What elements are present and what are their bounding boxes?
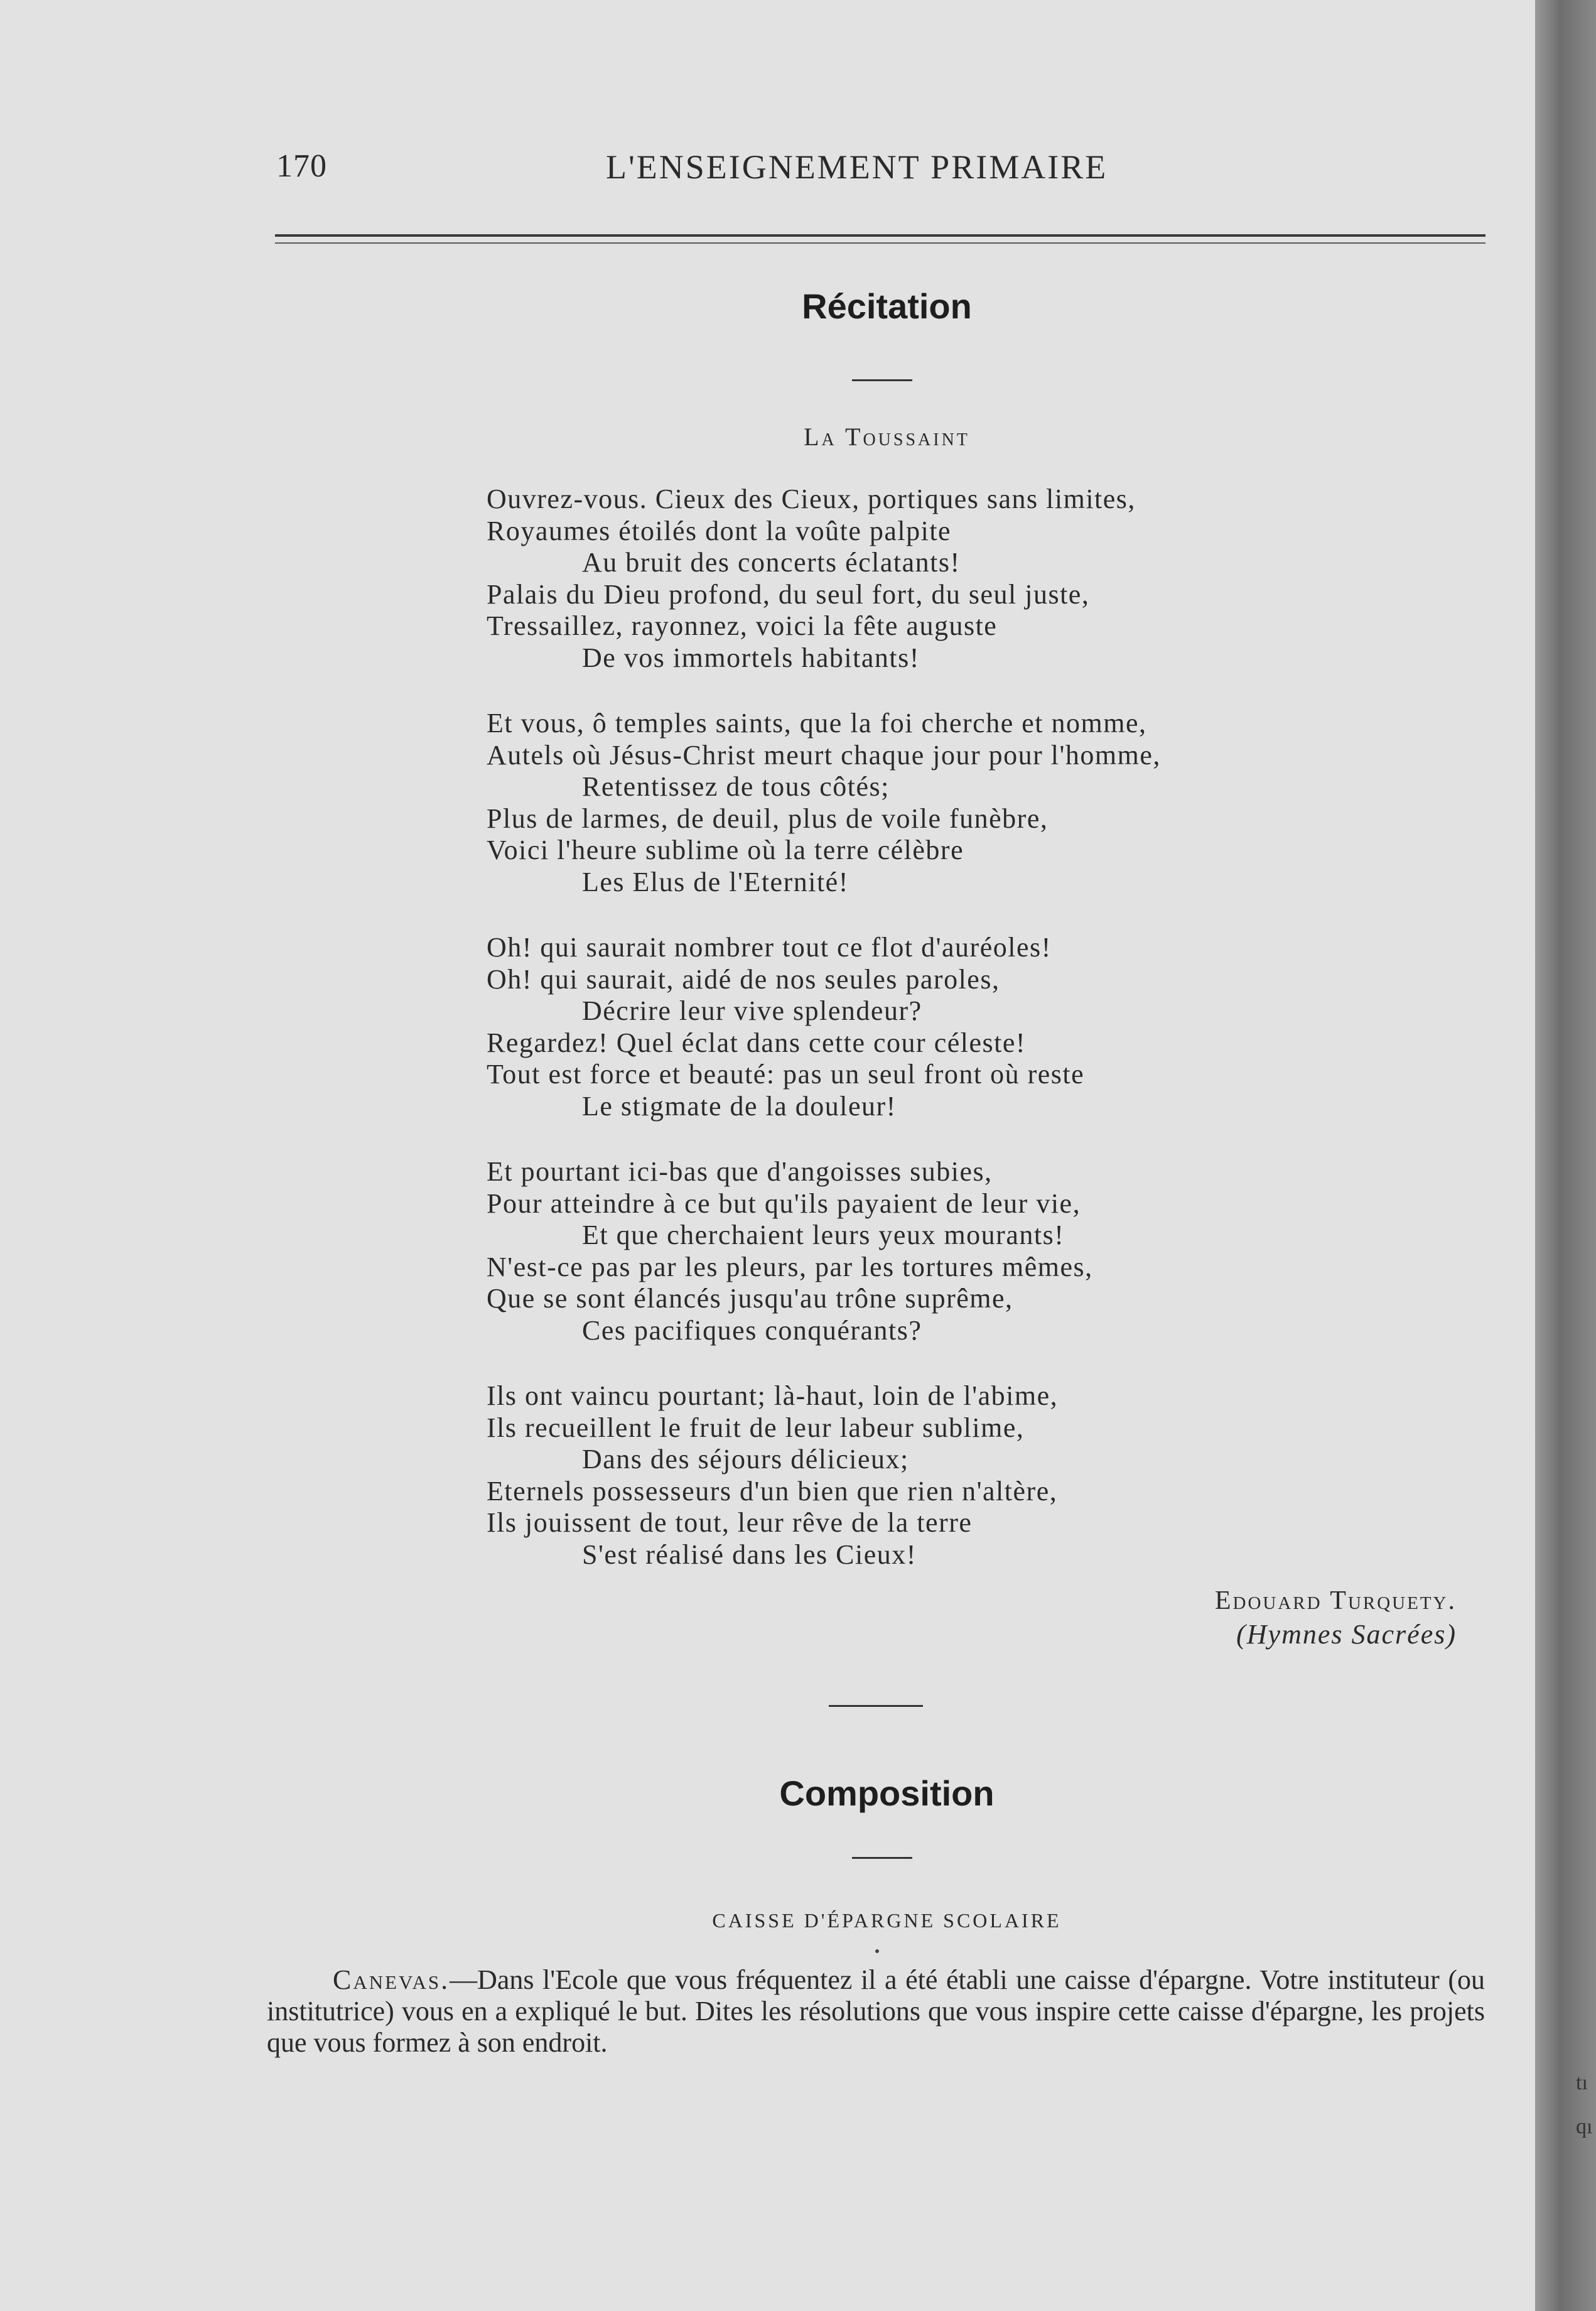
poem-stanza [487, 484, 1303, 674]
poem-verse: Décrire leur vive splendeur? [582, 995, 922, 1026]
poem-title: La Toussaint [804, 423, 970, 451]
poem-verse: Ils jouissent de tout, leur rêve de la terre [487, 1507, 973, 1538]
recitation-section-title: Récitation [802, 286, 972, 326]
poem-verse: Eternels possesseurs d'un bien que rien n'altère, [487, 1475, 1058, 1507]
composition-canevas [267, 1964, 1485, 2059]
poem-verse: Oh! qui saurait, aidé de nos seules paroles, [487, 963, 1000, 995]
poem-verse: Et pourtant ici-bas que d'angoisses subies, [487, 1156, 993, 1187]
poem-verse: Regardez! Quel éclat dans cette cour céleste! [487, 1027, 1027, 1058]
poem-verse: Le stigmate de la douleur! [582, 1090, 897, 1122]
section-divider [852, 1857, 912, 1859]
poem-stanza [487, 1156, 1303, 1346]
page-number: 170 [276, 148, 327, 184]
poem-verse: Autels où Jésus-Christ meurt chaque jour pour l'homme, [487, 739, 1161, 771]
poem-verse: Dans des séjours délicieux; [582, 1444, 909, 1475]
poem-verse: N'est-ce pas par les pleurs, par les tortures mêmes, [487, 1251, 1093, 1282]
canevas-label: Canevas. [333, 1964, 450, 1995]
poem-author: Edouard Turquety. [1214, 1586, 1457, 1615]
poem-verse: Oh! qui saurait nombrer tout ce flot d'auréoles! [487, 932, 1052, 963]
poem-verse: Ils recueillent le fruit de leur labeur sublime, [487, 1412, 1025, 1443]
page-header [276, 148, 1482, 192]
ornament-dot [875, 1949, 879, 1953]
section-divider [852, 379, 912, 381]
poem-verse: Que se sont élancés jusqu'au trône suprême, [487, 1283, 1013, 1314]
header-rule-thin [275, 242, 1485, 244]
poem-source: (Hymnes Sacrées) [1236, 1619, 1457, 1650]
poem-verse: De vos immortels habitants! [582, 642, 920, 673]
section-divider [829, 1705, 923, 1707]
poem-verse: Les Elus de l'Eternité! [582, 866, 849, 897]
poem-verse: S'est réalisé dans les Cieux! [582, 1539, 917, 1570]
poem-verse: Voici l'heure sublime où la terre célèbre [487, 835, 964, 865]
poem-stanza [487, 932, 1303, 1122]
poem-stanza [487, 1380, 1303, 1571]
poem-verse: Au bruit des concerts éclatants! [582, 547, 961, 578]
poem-verse: Pour atteindre à ce but qu'ils payaient de leur vie, [487, 1188, 1081, 1219]
poem-verse: Royaumes étoilés dont la voûte palpite [487, 515, 952, 546]
poem-verse: Tout est force et beauté: pas un seul front où reste [487, 1059, 1085, 1090]
poem-verse: Ces pacifiques conquérants? [582, 1314, 922, 1346]
poem [487, 484, 1303, 1605]
running-head: L'ENSEIGNEMENT PRIMAIRE [606, 148, 1108, 186]
adjacent-page-fragment: qı [1576, 2115, 1593, 2138]
poem-verse: Et que cherchaient leurs yeux mourants! [582, 1220, 1065, 1250]
composition-section-title: Composition [779, 1773, 995, 1813]
poem-verse: Ils ont vaincu pourtant; là-haut, loin de l'abime, [487, 1380, 1059, 1411]
poem-verse: Plus de larmes, de deuil, plus de voile funèbre, [487, 803, 1049, 834]
canevas-body: —Dans l'Ecole que vous fréquentez il a été établi une caisse d'épargne. Votre instituteur (ou institutrice) vous en a expliqué le but. Dites les résolutions que vous inspire cette caisse d'épargne, les projets que vous formez à son endroit. [267, 1964, 1485, 2058]
composition-subtitle: CAISSE D'ÉPARGNE SCOLAIRE [712, 1909, 1062, 1932]
adjacent-page-edge [1535, 0, 1596, 2311]
poem-stanza [487, 708, 1303, 898]
attribution [954, 1586, 1457, 1650]
poem-verse: Ouvrez-vous. Cieux des Cieux, portiques sans limites, [487, 484, 1136, 514]
poem-verse: Tressaillez, rayonnez, voici la fête auguste [487, 610, 998, 641]
poem-verse: Retentissez de tous côtés; [582, 771, 890, 802]
adjacent-page-fragment: tı [1576, 2071, 1588, 2094]
poem-verse: Palais du Dieu profond, du seul fort, du seul juste, [487, 578, 1090, 610]
poem-verse: Et vous, ô temples saints, que la foi cherche et nomme, [487, 708, 1147, 739]
header-rule [275, 234, 1485, 237]
